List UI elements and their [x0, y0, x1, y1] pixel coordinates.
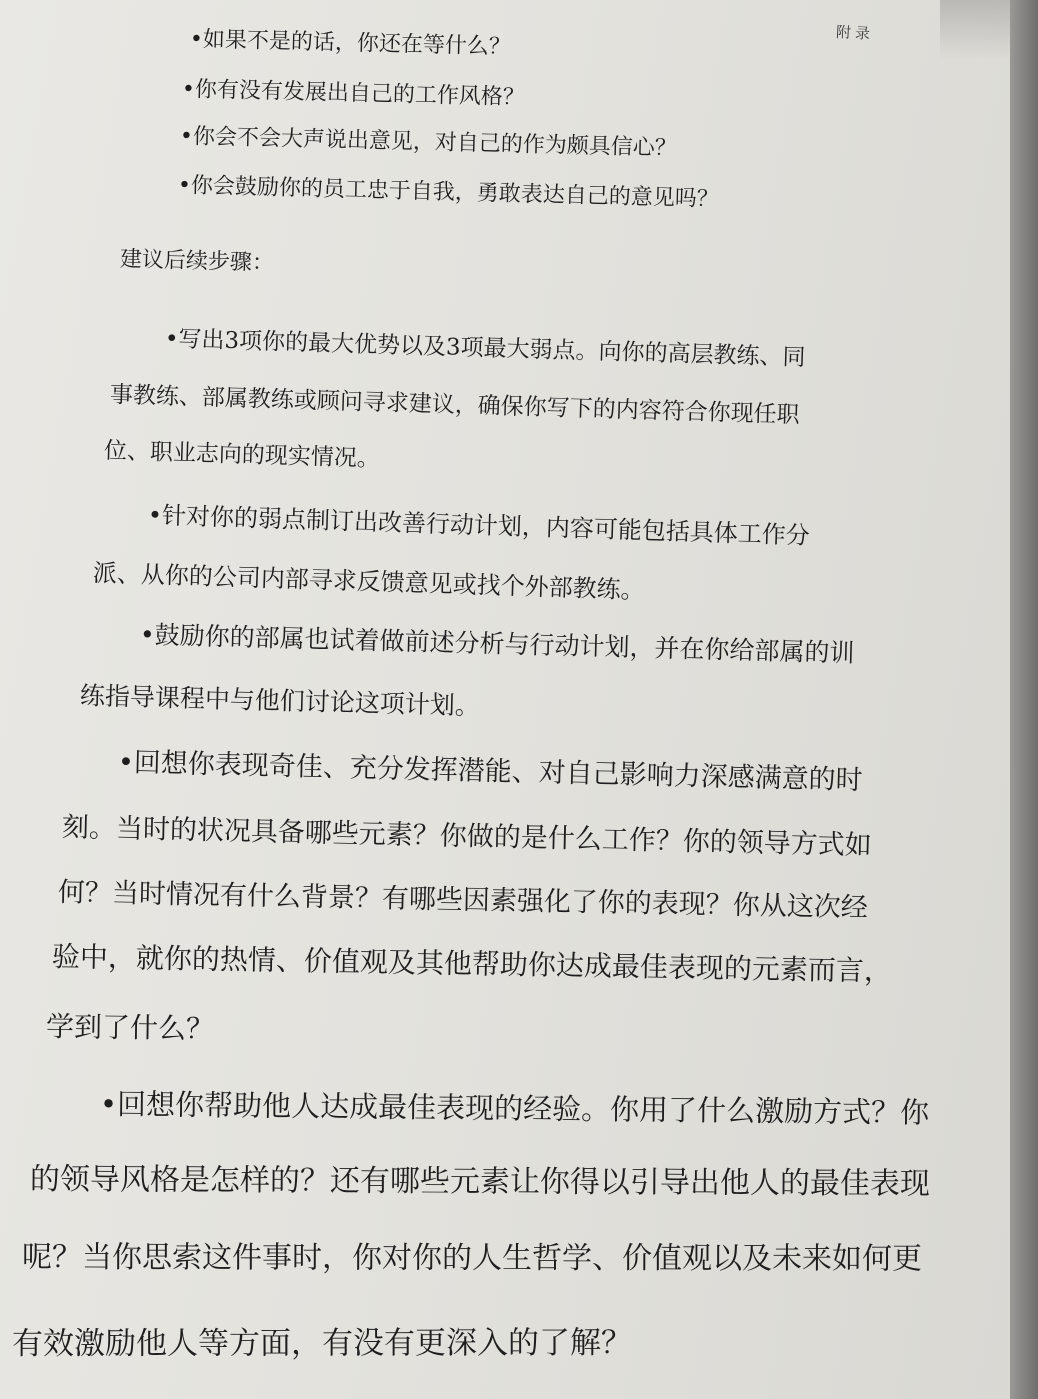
text-line: •你会不会大声说出意见，对自己的作为颇具信心？	[179, 124, 678, 162]
text-line: 何？当时情况有什么背景？有哪些因素强化了你的表现？你从这次经	[57, 877, 869, 924]
text-line: 事教练、部属教练或顾问寻求建议，确保你写下的内容符合你现任职	[109, 382, 801, 429]
text-line: 的领导风格是怎样的？还有哪些元素让你得以引导出他人的最佳表现	[29, 1162, 931, 1202]
text-line: •回想你帮助他人达成最佳表现的经验。你用了什么激励方式？你	[99, 1087, 930, 1130]
text-line: 位、职业志向的现实情况。	[103, 438, 381, 473]
text-line: 刻。当时的状况具备哪些元素？你做的是什么工作？你的领导方式如	[61, 812, 873, 862]
text-line: 有效激励他人等方面，有没有更深入的了解？	[11, 1324, 633, 1362]
text-line: 验中，就你的热情、价值观及其他帮助你达成最佳表现的元素而言，	[51, 940, 893, 988]
page-shadow	[940, 0, 1010, 60]
text-line: •写出3项你的最大优势以及3项最大弱点。向你的高层教练、同	[164, 326, 806, 372]
section-heading: 建议后续步骤：	[119, 247, 275, 277]
text-line: •你有没有发展出自己的工作风格？	[181, 77, 526, 111]
text-line: •鼓励你的部属也试着做前述分析与行动计划，并在你给部属的训	[139, 620, 855, 668]
text-line: •如果不是的话，你还在等什么？	[189, 27, 512, 60]
text-line: 学到了什么？	[45, 1010, 215, 1046]
text-line: •回想你表现奇佳、充分发挥潜能、对自己影响力深感满意的时	[117, 747, 864, 797]
text-line: 派、从你的公司内部寻求反馈意见或找个外部教练。	[92, 559, 646, 605]
page-header: 附录	[835, 23, 875, 43]
book-edge	[1010, 0, 1038, 1399]
text-line: •针对你的弱点制订出改善行动计划，内容可能包括具体工作分	[147, 501, 811, 550]
text-line: 练指导课程中与他们讨论这项计划。	[79, 681, 481, 721]
text-line: 呢？当你思索这件事时，你对你的人生哲学、价值观以及未来如何更	[21, 1240, 923, 1277]
text-line: •你会鼓励你的员工忠于自我，勇敢表达自己的意见吗？	[177, 173, 720, 213]
